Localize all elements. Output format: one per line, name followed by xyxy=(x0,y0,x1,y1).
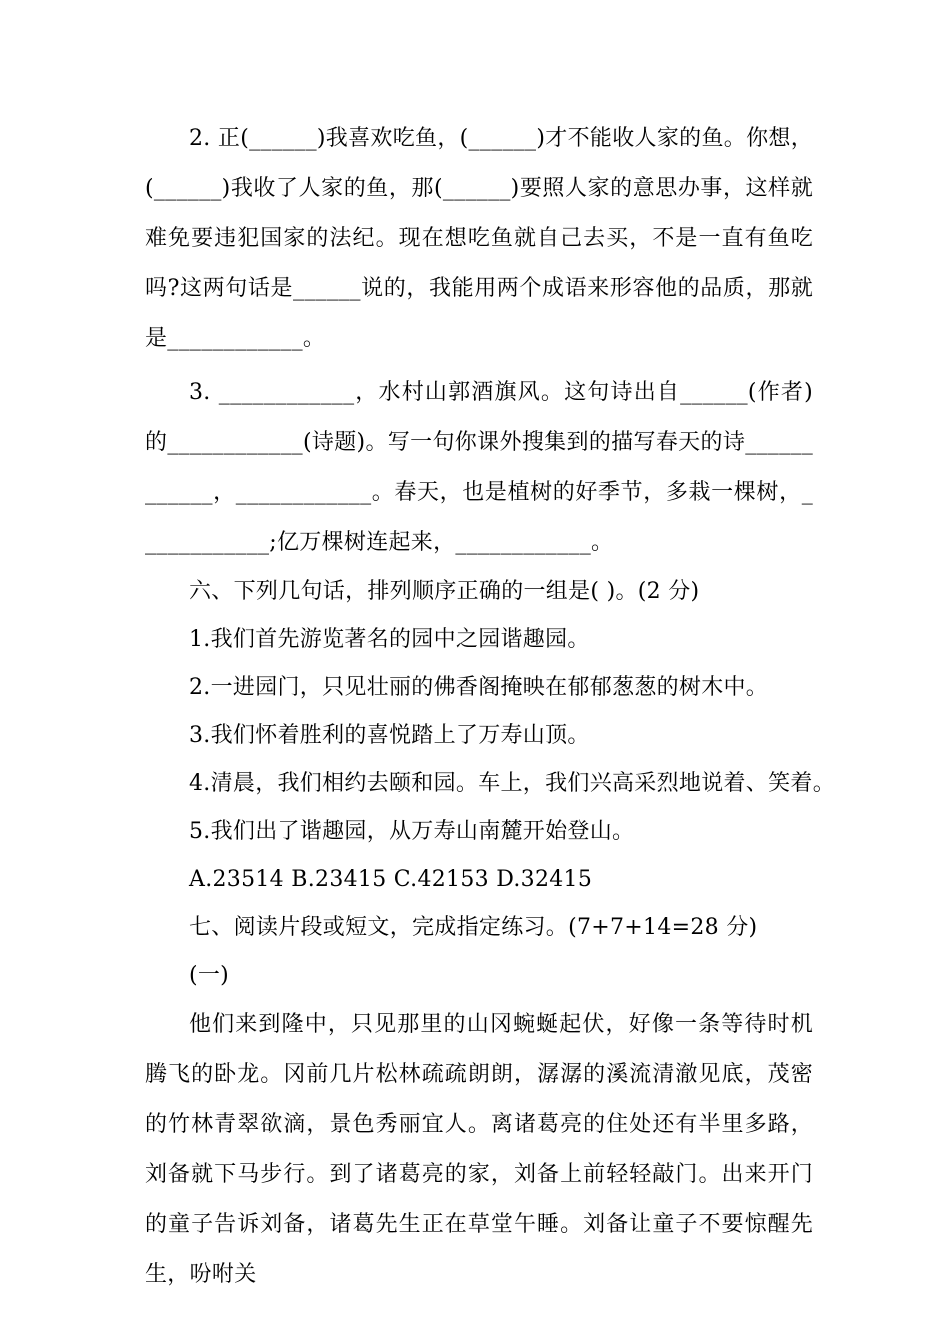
document-body xyxy=(145,114,835,1300)
section-6-options: A.23514 B.23415 C.42153 D.32415 xyxy=(189,867,593,892)
section-6-heading: 六、下列几句话，排列顺序正确的一组是( )。(2 分) xyxy=(189,579,700,604)
section-7-heading: 七、阅读片段或短文，完成指定练习。(7+7+14=28 分) xyxy=(189,915,758,940)
section-7-part-label: (一) xyxy=(189,963,230,988)
question-2: 2. 正(______)我喜欢吃鱼，(______)才不能收人家的鱼。你想，(______)我收了人家的鱼，那(______)要照人家的意思办事，这样就难免要违犯国家的法纪。现在想吃鱼就自己去买，不是一直有鱼吃吗?这两句话是______说的，我能用两个成语来形容他的品质，那就是____________。 xyxy=(145,126,813,351)
section-6-item-1: 1.我们首先游览著名的园中之园谐趣园。 xyxy=(189,627,590,652)
section-6-item-4: 4.清晨，我们相约去颐和园。车上，我们兴高采烈地说着、笑着。 xyxy=(189,771,835,796)
section-6-item-2: 2.一进园门，只见壮丽的佛香阁掩映在郁郁葱葱的树木中。 xyxy=(189,675,769,700)
question-3: 3. ____________，水村山郭酒旗风。这句诗出自______(作者)的____________(诗题)。写一句你课外搜集到的描写春天的诗____________，____________。春天，也是植树的好季节，多栽一棵树，____________;亿万棵树连起来，____________。 xyxy=(145,380,813,555)
section-6-item-5: 5.我们出了谐趣园，从万寿山南麓开始登山。 xyxy=(189,819,635,844)
section-6-item-3: 3.我们怀着胜利的喜悦踏上了万寿山顶。 xyxy=(189,723,590,748)
reading-passage: 他们来到隆中，只见那里的山冈蜿蜒起伏，好像一条等待时机腾飞的卧龙。冈前几片松林疏疏朗朗，潺潺的溪流清澈见底，茂密的竹林青翠欲滴，景色秀丽宜人。离诸葛亮的住处还有半里多路，刘备就下马步行。到了诸葛亮的家，刘备上前轻轻敲门。出来开门的童子告诉刘备，诸葛先生正在草堂午睡。刘备让童子不要惊醒先生，吩咐关 xyxy=(145,1012,813,1287)
